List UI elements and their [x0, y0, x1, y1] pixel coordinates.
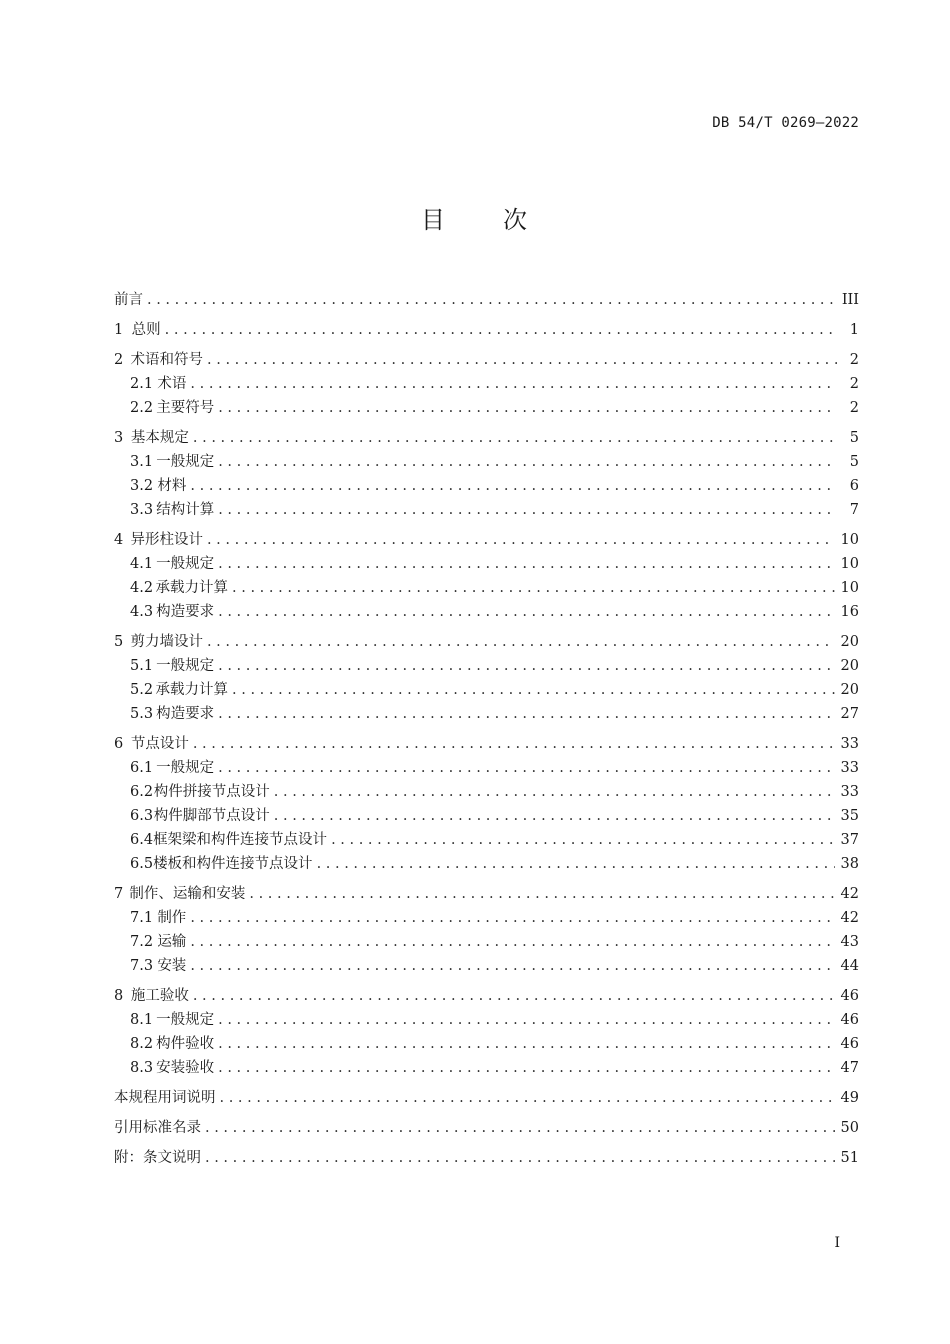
dot-leader: [331, 828, 834, 852]
toc-entry-number: 6: [114, 736, 124, 752]
dot-leader: [274, 780, 835, 804]
toc-entry-chapter[interactable]: [114, 882, 859, 906]
toc-entry-title: 一般规定: [156, 658, 215, 674]
toc-entry-title: 节点设计: [130, 736, 189, 752]
toc-entry-chapter[interactable]: [114, 528, 859, 552]
toc-entry-number: 4.1: [130, 556, 154, 572]
toc-entry-section[interactable]: [114, 906, 859, 930]
toc-entry-section[interactable]: [114, 678, 859, 702]
toc-entry-page: 37: [840, 832, 859, 848]
toc-entry-section[interactable]: [114, 576, 859, 600]
toc-entry-chapter[interactable]: [114, 984, 859, 1008]
toc-entry-page: 33: [840, 736, 859, 752]
toc-entry-section[interactable]: [114, 930, 859, 954]
dot-leader: [218, 1032, 834, 1056]
toc-entry-page: 46: [840, 1012, 859, 1028]
toc-entry-page: 10: [840, 556, 859, 572]
toc-entry-chapter[interactable]: [114, 1086, 859, 1110]
toc-entry-title: 承载力计算: [155, 580, 229, 596]
toc-entry-title: 构件验收: [156, 1036, 215, 1052]
toc-entry-number: 3.2: [130, 478, 154, 494]
toc-entry-page: 10: [840, 532, 859, 548]
toc-entry-page: 50: [840, 1120, 859, 1136]
toc-entry-page: 20: [840, 658, 859, 674]
toc-entry-title: 附：条文说明: [114, 1150, 201, 1166]
toc-entry-chapter[interactable]: [114, 732, 859, 756]
toc-entry-title: 安装验收: [156, 1060, 215, 1076]
page-number: I: [834, 1235, 840, 1251]
toc-entry-title: 构造要求: [156, 706, 215, 722]
toc-entry-number: 5.3: [130, 706, 154, 722]
toc-entry-page: 38: [840, 856, 859, 872]
dot-leader: [249, 882, 834, 906]
toc-entry-title: 材料: [157, 478, 187, 494]
toc-entry-number: 2: [114, 352, 124, 368]
dot-leader: [193, 984, 835, 1008]
toc-entry-number: 8.3: [130, 1060, 154, 1076]
dot-leader: [232, 678, 835, 702]
toc-entry-section[interactable]: [114, 372, 859, 396]
toc-entry-number: 4.3: [130, 604, 154, 620]
toc-entry-section[interactable]: [114, 852, 859, 876]
toc-list: [114, 288, 859, 1170]
toc-entry-number: 6.4: [130, 832, 154, 848]
toc-entry-page: 35: [840, 808, 859, 824]
dot-leader: [205, 1116, 835, 1140]
toc-entry-section[interactable]: [114, 552, 859, 576]
toc-entry-title: 异形柱设计: [130, 532, 203, 548]
toc-entry-page: 49: [840, 1090, 859, 1106]
toc-entry-page: 46: [840, 988, 859, 1004]
toc-entry-section[interactable]: [114, 954, 859, 978]
dot-leader: [207, 630, 835, 654]
dot-leader: [218, 702, 834, 726]
toc-entry-title: 一般规定: [156, 556, 215, 572]
toc-entry-number: 5: [114, 634, 124, 650]
toc-entry-number: 7.1: [130, 910, 154, 926]
toc-entry-title: 框架梁和构件连接节点设计: [153, 832, 328, 848]
toc-entry-page: 6: [849, 478, 859, 494]
toc-entry-number: 1: [114, 322, 124, 338]
dot-leader: [218, 756, 834, 780]
toc-entry-section[interactable]: [114, 1056, 859, 1080]
dot-leader: [190, 954, 834, 978]
document-code: DB 54/T 0269—2022: [712, 115, 859, 131]
toc-entry-page: 42: [840, 910, 859, 926]
dot-leader: [190, 372, 837, 396]
dot-leader: [218, 1056, 834, 1080]
toc-entry-section[interactable]: [114, 702, 859, 726]
toc-entry-number: 8.2: [130, 1036, 154, 1052]
toc-entry-number: 6.1: [130, 760, 154, 776]
toc-entry-title: 楼板和构件连接节点设计: [153, 856, 313, 872]
toc-entry-page: 5: [849, 430, 859, 446]
toc-entry-page: 27: [840, 706, 859, 722]
dot-leader: [207, 528, 835, 552]
dot-leader: [190, 474, 837, 498]
toc-entry-title: 承载力计算: [155, 682, 229, 698]
toc-entry-page: 2: [849, 376, 859, 392]
toc-entry-number: 5.1: [130, 658, 154, 674]
dot-leader: [274, 804, 835, 828]
toc-entry-page: 47: [840, 1060, 859, 1076]
toc-entry-number: 7: [114, 886, 124, 902]
dot-leader: [220, 1086, 835, 1110]
dot-leader: [207, 348, 837, 372]
toc-entry-title: 施工验收: [130, 988, 189, 1004]
toc-entry-chapter[interactable]: [114, 1146, 859, 1170]
toc-entry-number: 2.2: [130, 400, 154, 416]
dot-leader: [218, 498, 837, 522]
toc-entry-number: 8.1: [130, 1012, 154, 1028]
dot-leader: [218, 450, 837, 474]
dot-leader: [218, 552, 834, 576]
toc-entry-section[interactable]: [114, 1032, 859, 1056]
dot-leader: [147, 288, 836, 312]
toc-entry-section[interactable]: [114, 804, 859, 828]
toc-entry-number: 3.3: [130, 502, 154, 518]
toc-entry-number: 6.5: [130, 856, 154, 872]
toc-entry-number: 7.3: [130, 958, 154, 974]
toc-entry-page: 10: [840, 580, 859, 596]
dot-leader: [165, 318, 837, 342]
toc-entry-number: 6.2: [130, 784, 154, 800]
toc-entry-chapter[interactable]: [114, 1116, 859, 1140]
toc-entry-title: 一般规定: [156, 760, 215, 776]
toc-entry-number: 3.1: [130, 454, 154, 470]
toc-entry-page: 1: [849, 322, 859, 338]
toc-entry-title: 基本规定: [130, 430, 189, 446]
toc-entry-title: 制作、运输和安装: [129, 886, 246, 902]
toc-entry-title: 主要符号: [156, 400, 215, 416]
toc-entry-number: 4.2: [130, 580, 154, 596]
toc-entry-number: 8: [114, 988, 124, 1004]
toc-entry-title: 引用标准名录: [114, 1120, 201, 1136]
toc-entry-page: 46: [840, 1036, 859, 1052]
toc-entry-page: III: [841, 292, 859, 308]
dot-leader: [317, 852, 835, 876]
dot-leader: [193, 732, 835, 756]
toc-entry-title: 前言: [114, 292, 143, 308]
toc-entry-title: 剪力墙设计: [130, 634, 203, 650]
toc-entry-title: 制作: [157, 910, 187, 926]
toc-entry-title: 构件拼接节点设计: [153, 784, 270, 800]
toc-entry-section[interactable]: [114, 828, 859, 852]
toc-entry-section[interactable]: [114, 498, 859, 522]
toc-entry-chapter[interactable]: [114, 426, 859, 450]
toc-entry-page: 2: [849, 400, 859, 416]
toc-entry-title: 术语和符号: [130, 352, 204, 368]
toc-entry-page: 16: [840, 604, 859, 620]
dot-leader: [218, 1008, 834, 1032]
toc-entry-page: 33: [840, 760, 859, 776]
dot-leader: [218, 654, 834, 678]
toc-entry-page: 33: [840, 784, 859, 800]
toc-entry-title: 本规程用词说明: [114, 1090, 216, 1106]
toc-entry-title: 总则: [131, 322, 161, 338]
toc-entry-page: 2: [849, 352, 859, 368]
toc-entry-page: 42: [840, 886, 859, 902]
toc-entry-number: 5.2: [130, 682, 154, 698]
toc-entry-chapter[interactable]: [114, 318, 859, 342]
toc-entry-page: 7: [849, 502, 859, 518]
toc-entry-chapter[interactable]: [114, 348, 859, 372]
toc-entry-page: 20: [840, 682, 859, 698]
toc-entry-section[interactable]: [114, 654, 859, 678]
toc-entry-title: 结构计算: [156, 502, 215, 518]
dot-leader: [205, 1146, 835, 1170]
dot-leader: [193, 426, 837, 450]
toc-entry-title: 安装: [157, 958, 187, 974]
toc-entry-title: 运输: [157, 934, 187, 950]
toc-entry-page: 43: [840, 934, 859, 950]
toc-entry-section[interactable]: [114, 450, 859, 474]
toc-entry-title: 构造要求: [156, 604, 215, 620]
toc-entry-number: 4: [114, 532, 124, 548]
toc-entry-number: 6.3: [130, 808, 154, 824]
toc-entry-section[interactable]: [114, 396, 859, 420]
dot-leader: [190, 930, 834, 954]
toc-entry-section[interactable]: [114, 780, 859, 804]
dot-leader: [218, 396, 837, 420]
toc-entry-chapter[interactable]: [114, 288, 859, 312]
toc-entry-title: 一般规定: [156, 454, 215, 470]
toc-title: [0, 200, 950, 235]
toc-entry-title: 构件脚部节点设计: [153, 808, 270, 824]
toc-title-left: 目: [421, 206, 447, 234]
toc-entry-chapter[interactable]: [114, 630, 859, 654]
toc-entry-section[interactable]: [114, 474, 859, 498]
dot-leader: [190, 906, 834, 930]
toc-entry-section[interactable]: [114, 1008, 859, 1032]
dot-leader: [218, 600, 834, 624]
dot-leader: [232, 576, 835, 600]
toc-entry-number: 2.1: [130, 376, 154, 392]
toc-entry-page: 44: [840, 958, 859, 974]
toc-entry-number: 3: [114, 430, 124, 446]
toc-entry-title: 术语: [157, 376, 187, 392]
toc-entry-page: 20: [840, 634, 859, 650]
toc-entry-number: 7.2: [130, 934, 154, 950]
toc-entry-page: 5: [849, 454, 859, 470]
toc-title-right: 次: [503, 206, 529, 234]
toc-entry-section[interactable]: [114, 756, 859, 780]
toc-entry-title: 一般规定: [156, 1012, 215, 1028]
toc-entry-section[interactable]: [114, 600, 859, 624]
toc-entry-page: 51: [840, 1150, 859, 1166]
